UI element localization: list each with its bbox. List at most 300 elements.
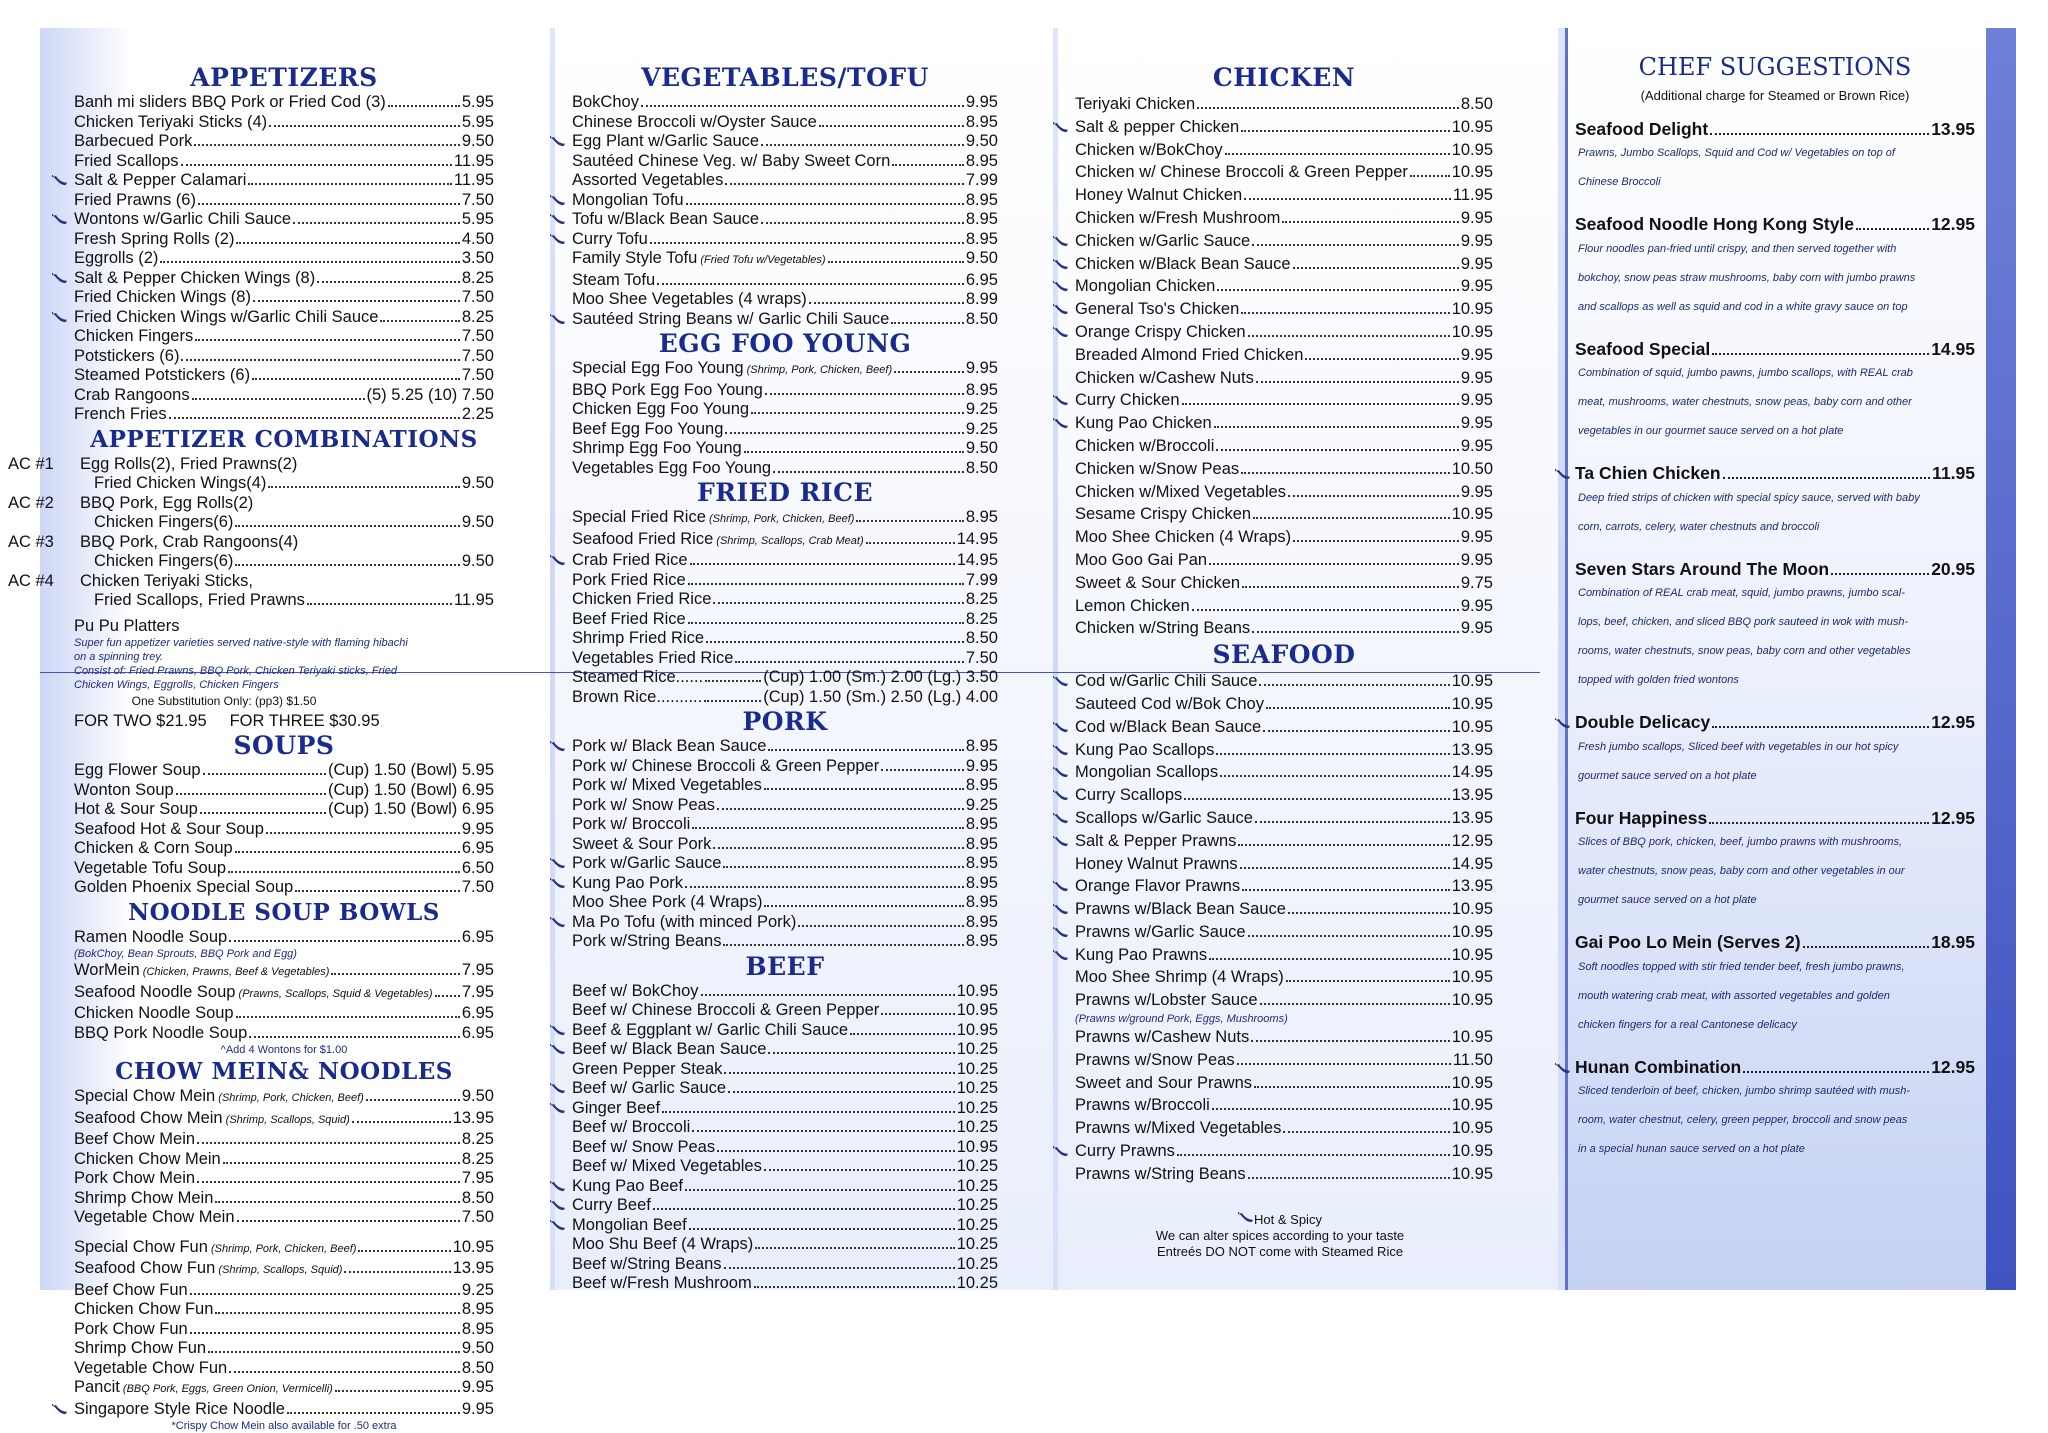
description-line: chicken fingers for a real Cantonese delicacy (1578, 1018, 1797, 1031)
menu-item (1075, 830, 1493, 853)
dot-leader (229, 940, 460, 942)
item-name: Steamed Potstickers (6) (74, 366, 251, 384)
menu-item (1075, 207, 1493, 230)
item-price: 5.95 (461, 210, 494, 228)
menu-item (572, 854, 998, 874)
item-name: Vegetables Fried Rice (572, 648, 734, 667)
menu-item (572, 359, 998, 381)
menu-item (572, 551, 998, 571)
item-price: 5.95 (461, 112, 494, 131)
item-name: Shrimp Chow Mein (74, 1188, 214, 1207)
item-name: Tofu w/Black Bean Sauce (572, 210, 760, 228)
item-name: Chicken w/Snow Peas (1075, 459, 1240, 478)
description-line: vegetables in our gourmet sauce served on a hot plate (1578, 425, 1844, 437)
item-price: 10.95 (1451, 163, 1493, 182)
item-name: Chicken Teriyaki Sticks (4) (74, 112, 268, 131)
combo-code: AC #4 (8, 571, 54, 590)
item-price: 6.95 (461, 1004, 494, 1022)
dot-leader (236, 1016, 460, 1018)
item-price: (Cup) 1.50 (Bowl) 6.95 (328, 780, 494, 799)
dot-leader (366, 1099, 460, 1101)
menu-item (74, 210, 494, 230)
dot-leader (1263, 730, 1450, 732)
item-price: 8.50 (1460, 95, 1493, 113)
menu-item (1075, 739, 1493, 762)
menu-item (74, 230, 494, 250)
dot-leader (866, 542, 955, 544)
dot-leader (200, 812, 326, 814)
menu-item (572, 932, 998, 952)
dot-leader (689, 1228, 955, 1230)
item-name: Special Chow Fun (Shrimp, Pork, Chicken, Beef) (74, 1237, 357, 1256)
menu-item (74, 113, 494, 133)
item-price: 10.25 (956, 1118, 998, 1136)
item-price: 8.95 (965, 893, 998, 911)
dot-leader (688, 583, 964, 585)
menu-item (572, 1177, 998, 1197)
menu-item (1075, 989, 1493, 1012)
dot-leader (197, 1181, 460, 1183)
description-line: topped with golden fried wontons (1578, 674, 1739, 686)
item-price: 9.50 (461, 1087, 494, 1105)
pupu-price: FOR TWO $21.95 FOR THREE $30.95 (74, 711, 380, 730)
dot-leader (197, 1142, 460, 1144)
chef-item-price: 12.95 (1931, 807, 1975, 828)
menu-item (572, 530, 998, 552)
menu-item (572, 571, 998, 591)
menu-item (572, 230, 998, 250)
menu-item (1075, 412, 1493, 435)
item-name: Sautéed String Beans w/ Garlic Chili Sauce (572, 309, 890, 328)
dot-leader (761, 144, 964, 146)
item-name: Shrimp Egg Foo Young (572, 439, 742, 457)
pepper-icon (1053, 1142, 1069, 1154)
menu-item (1075, 875, 1493, 898)
item-price: 10.95 (1451, 1028, 1493, 1047)
dot-leader (307, 603, 452, 605)
dot-leader (236, 242, 459, 244)
menu-item (1075, 93, 1493, 116)
item-price: 11.95 (453, 591, 494, 609)
item-description: (BokChoy, Bean Sprouts, BBQ Pork and Egg) (74, 948, 297, 960)
item-name: Ramen Noodle Soup (74, 927, 228, 946)
item-name: Prawns w/Snow Peas (1075, 1050, 1235, 1069)
menu-item (1075, 367, 1493, 390)
item-name: Assorted Vegetables (572, 171, 724, 189)
item-name: Barbecued Pork (74, 132, 193, 150)
description-line: gourmet sauce served on a hot plate (1578, 894, 1757, 906)
dot-leader (773, 471, 964, 473)
dot-leader (1252, 244, 1459, 246)
dot-leader (1252, 631, 1459, 633)
dot-leader (1197, 107, 1459, 109)
item-name: Mongolian Beef (572, 1215, 687, 1234)
item-price: 7.50 (461, 288, 494, 306)
menu-item (1075, 595, 1493, 618)
legend (1120, 1212, 1440, 1260)
item-name: Moo Shee Pork (4 Wraps) (572, 893, 763, 911)
item-price: 8.95 (965, 229, 998, 248)
menu-item (572, 1216, 998, 1236)
menu-item (572, 1040, 998, 1060)
item-name: Prawns w/String Beans (1075, 1164, 1246, 1183)
pepper-icon (550, 856, 566, 868)
item-price: 10.95 (1451, 968, 1493, 987)
item-name: Mongolian Chicken (1075, 277, 1216, 296)
menu-item (572, 1235, 998, 1255)
item-name: Kung Pao Prawns (1075, 945, 1208, 964)
description-line: mouth watering crab meat, with assorted vegetables and golden (1578, 989, 1890, 1002)
item-price: 9.50 (461, 474, 494, 492)
menu-item (572, 210, 998, 230)
dot-leader (252, 378, 460, 380)
item-price: 10.25 (956, 1235, 998, 1253)
dot-leader (764, 788, 964, 790)
chef-item-name: Seafood Special (1575, 338, 1711, 359)
item-price: 3.50 (461, 249, 494, 267)
dot-leader (1254, 1086, 1450, 1088)
item-name: Beef w/ Broccoli (572, 1118, 691, 1136)
dot-leader (1225, 153, 1450, 155)
item-name: Sweet & Sour Chicken (1075, 573, 1241, 592)
menu-item (74, 878, 494, 898)
dot-leader (1305, 358, 1459, 360)
item-name: Cod w/Black Bean Sauce (1075, 717, 1262, 736)
item-price: 9.95 (1460, 345, 1493, 364)
dot-leader (176, 793, 326, 795)
item-price: 13.95 (452, 1108, 494, 1127)
pepper-icon (550, 739, 566, 751)
item-price: 6.95 (461, 1023, 494, 1042)
dot-leader (317, 281, 460, 283)
item-price: 10.95 (1451, 300, 1493, 319)
pupu-note: Super fun appetizer varieties served native-style with flaming hibachi on a spinning trey. (74, 637, 408, 663)
menu-item (1075, 161, 1493, 184)
item-price: 9.95 (461, 1378, 494, 1396)
item-price: 9.25 (965, 419, 998, 438)
dot-leader (248, 183, 452, 185)
chef-item-description (1575, 359, 1975, 446)
dot-leader (1182, 403, 1459, 405)
item-price: 6.50 (461, 858, 494, 877)
item-name: Beef Egg Foo Young (572, 419, 724, 438)
description-line: meat, mushrooms, water chestnuts, snow peas, baby corn and other (1578, 396, 1912, 408)
menu-item (74, 1238, 494, 1260)
item-name: Breaded Almond Fried Chicken (1075, 345, 1304, 364)
chef-item (1575, 464, 1975, 484)
dot-leader (331, 973, 459, 975)
menu-item (1075, 458, 1493, 481)
menu-item (74, 859, 494, 879)
dot-leader (190, 1332, 460, 1334)
item-price: 8.95 (965, 776, 998, 794)
dot-leader (1293, 540, 1459, 542)
menu-item (74, 1087, 494, 1109)
chef-item-name: Seafood Noodle Hong Kong Style (1575, 214, 1855, 234)
menu-item (572, 271, 998, 291)
menu-item (572, 590, 998, 610)
pupu-title: Pu Pu Platters (74, 616, 180, 635)
dot-leader (1410, 175, 1450, 177)
item-price: 11.95 (453, 171, 494, 189)
pepper-icon (1053, 300, 1069, 312)
combo-line1: Chicken Teriyaki Sticks, (80, 571, 254, 590)
dot-leader (1712, 353, 1929, 355)
item-price: 9.95 (965, 756, 998, 775)
dot-leader (685, 1189, 955, 1191)
menu-item (1075, 503, 1493, 526)
item-name: Prawns w/Black Bean Sauce (1075, 900, 1286, 919)
item-price: 6.95 (461, 927, 494, 946)
item-price: 10.95 (1451, 694, 1493, 713)
pepper-icon (52, 271, 68, 283)
dot-leader (754, 1286, 955, 1288)
item-name: Vegetable Chow Mein (74, 1208, 235, 1226)
item-name: WorMein (Chicken, Prawns, Beef & Vegetables) (74, 961, 330, 979)
chef-item-price: 13.95 (1931, 118, 1975, 139)
item-name: Chicken Fried Rice (572, 590, 712, 608)
chef-item (1575, 809, 1975, 829)
menu-item (1075, 1117, 1493, 1140)
item-name: Beef w/Fresh Mushroom (572, 1274, 752, 1292)
dot-leader (194, 144, 460, 146)
item-name: Crab Rangoons (74, 385, 190, 404)
dot-leader (195, 339, 460, 341)
item-price: 9.95 (1460, 619, 1493, 638)
dot-leader (1241, 130, 1450, 132)
dot-leader (819, 125, 964, 127)
dot-leader (1282, 221, 1458, 223)
dot-leader (662, 1111, 955, 1113)
item-price: (Cup) 1.50 (Bowl) 5.95 (328, 761, 494, 779)
rice-note: Entreés DO NOT come with Steamed Rice (1156, 1244, 1404, 1259)
menu-item (74, 191, 494, 211)
item-price: 10.95 (1451, 117, 1493, 136)
menu-item (1075, 116, 1493, 139)
dot-leader (435, 995, 460, 997)
dot-leader (692, 827, 964, 829)
menu-item (74, 1150, 494, 1170)
menu-item (74, 839, 494, 859)
pepper-icon (550, 193, 566, 205)
beef-heading: BEEF (745, 951, 825, 981)
dot-leader (1248, 1177, 1450, 1179)
dot-leader (1192, 609, 1459, 611)
dot-leader (728, 1091, 955, 1093)
dot-leader (1184, 798, 1449, 800)
egg-foo-young-heading: EGG FOO YOUNG (658, 329, 912, 358)
item-price: (Cup) 1.00 (Sm.) 2.00 (Lg.) 3.50 (763, 668, 998, 686)
menu-item (572, 737, 998, 757)
chef-item-price: 14.95 (1931, 338, 1975, 359)
dot-leader (352, 1121, 451, 1123)
menu-item (74, 347, 494, 367)
menu-item (1075, 275, 1493, 298)
dot-leader (744, 451, 964, 453)
combo-text (80, 572, 494, 611)
menu-item (74, 1109, 494, 1131)
item-price: 9.50 (461, 132, 494, 150)
item-name: Vegetables Egg Foo Young (572, 458, 772, 477)
pepper-icon (1053, 118, 1069, 130)
chicken-heading: CHICKEN (1212, 63, 1356, 92)
item-price: 8.95 (965, 151, 998, 170)
item-name: Moo Shee Vegetables (4 wraps) (572, 290, 807, 308)
item-price: 8.25 (461, 1130, 494, 1148)
dot-leader (295, 890, 460, 892)
dot-leader (266, 832, 460, 834)
pepper-icon (1053, 946, 1069, 958)
menu-item (1075, 784, 1493, 807)
dot-leader (181, 164, 452, 166)
item-name: Curry Beef (572, 1196, 651, 1214)
vegetables-heading: VEGETABLES/TOFU (641, 63, 929, 92)
pepper-icon (52, 212, 68, 224)
item-price: 11.95 (1452, 186, 1493, 205)
chef-item-price: 20.95 (1931, 558, 1975, 579)
dot-leader (1237, 1063, 1451, 1065)
dot-leader (706, 641, 964, 643)
pepper-icon (550, 1081, 566, 1093)
item-name: Seafood Chow Mein (Shrimp, Scallops, Squid) (74, 1108, 350, 1127)
combo-text (80, 533, 494, 572)
dot-leader (725, 432, 963, 434)
dot-leader (208, 1351, 460, 1353)
item-price: 9.95 (1460, 528, 1493, 547)
item-price: 7.95 (461, 982, 494, 1001)
dot-leader (768, 749, 963, 751)
pepper-icon (1053, 414, 1069, 426)
combo-line2-text: Chicken Fingers(6) (94, 513, 234, 531)
menu-item (572, 1021, 998, 1041)
hot-label: Hot & Spicy (1254, 1212, 1322, 1227)
item-price: 10.25 (956, 1254, 998, 1273)
chef-item (1575, 215, 1975, 235)
dot-leader (705, 680, 761, 682)
spice-note: We can alter spices according to your taste (1155, 1228, 1405, 1243)
menu-item (74, 781, 494, 801)
menu-item (1075, 716, 1493, 739)
menu-item (74, 132, 494, 152)
dot-leader (1288, 912, 1450, 914)
item-name: Salt & pepper Chicken (1075, 117, 1240, 136)
dot-leader (1220, 775, 1450, 777)
item-price: 9.25 (965, 400, 998, 418)
item-price: 14.95 (956, 551, 998, 569)
pupu-substitution: One Substitution Only: (pp3) $1.50 (131, 694, 317, 708)
chef-item-name: Seven Stars Around The Moon (1575, 558, 1830, 579)
dot-leader (704, 700, 761, 702)
item-price: (Cup) 1.50 (Bowl) 6.95 (328, 800, 494, 818)
item-name: Pork w/ Chinese Broccoli & Green Pepper (572, 756, 880, 775)
spacer (74, 1228, 494, 1238)
item-price: 10.95 (1451, 505, 1493, 524)
menu-item (74, 93, 494, 113)
menu-item (74, 327, 494, 347)
chef-column (1575, 52, 1975, 1164)
item-price: 8.95 (965, 508, 998, 526)
menu-item (572, 874, 998, 894)
dot-leader (686, 203, 964, 205)
item-name: Fresh Spring Rolls (2) (74, 229, 235, 248)
chef-item-name: Double Delicacy (1575, 712, 1711, 732)
item-name: Chicken w/String Beans (1075, 619, 1251, 638)
dot-leader (723, 866, 963, 868)
item-name: Beef & Eggplant w/ Garlic Chili Sauce (572, 1020, 849, 1039)
item-name: Steam Tofu (572, 270, 656, 289)
item-price: 13.95 (1451, 877, 1493, 896)
item-price: 10.95 (1451, 140, 1493, 159)
pepper-icon (52, 173, 68, 185)
item-name: Chicken w/ Chinese Broccoli & Green Pepper (1075, 163, 1408, 182)
dot-leader (724, 1072, 954, 1074)
combo-line1: BBQ Pork, Crab Rangoons(4) (80, 532, 299, 551)
dot-leader (235, 851, 460, 853)
item-name: General Tso's Chicken (1075, 300, 1240, 319)
menu-item (1075, 435, 1493, 458)
menu-item (74, 983, 494, 1005)
pepper-icon (52, 310, 68, 322)
chef-item-price: 12.95 (1931, 712, 1975, 732)
item-price: 7.50 (461, 878, 494, 896)
menu-item (572, 688, 998, 708)
item-note: (Fried Tofu w/Vegetables) (697, 254, 826, 266)
item-name: Honey Walnut Prawns (1075, 854, 1238, 873)
chef-subtitle: (Additional charge for Steamed or Brown Rice) (1640, 88, 1910, 103)
item-note: (Shrimp, Scallops, Crab Meat) (713, 534, 864, 547)
pepper-icon (550, 1179, 566, 1191)
item-price: 9.50 (461, 513, 494, 531)
item-name: Pork w/ Broccoli (572, 815, 691, 833)
combo-text (80, 494, 494, 533)
item-price: 9.95 (1460, 231, 1493, 250)
item-price: 9.95 (1460, 254, 1493, 273)
item-name: Wonton Soup (74, 780, 174, 799)
menu-item (572, 1079, 998, 1099)
item-name: Family Style Tofu (Fried Tofu w/Vegetables) (572, 249, 826, 267)
item-price: 9.95 (965, 359, 998, 377)
item-name: Sauteed Cod w/Bok Choy (1075, 694, 1264, 713)
pepper-icon (1238, 1212, 1254, 1227)
item-price: 8.50 (965, 629, 998, 647)
chef-item-price: 18.95 (1931, 932, 1975, 952)
pepper-icon (1053, 809, 1069, 821)
seafood-heading: SEAFOOD (1212, 640, 1356, 670)
dot-leader (856, 520, 963, 522)
item-price: 8.50 (461, 1188, 494, 1207)
item-price: 7.99 (965, 570, 998, 589)
item-price: 10.95 (1451, 717, 1493, 736)
chef-item-name: Seafood Delight (1575, 118, 1709, 139)
item-name: Sautéed Chinese Veg. w/ Baby Sweet Corn (572, 151, 891, 170)
menu-item (572, 152, 998, 172)
dot-leader (1712, 726, 1929, 728)
menu-item (74, 761, 494, 781)
item-price: 10.95 (1451, 1164, 1493, 1183)
item-name: Chicken w/BokChoy (1075, 140, 1223, 159)
menu-item (572, 381, 998, 401)
item-description: (Prawns w/ground Pork, Eggs, Mushrooms) (1075, 1013, 1288, 1026)
item-price: 6.95 (965, 270, 998, 289)
item-name: Seafood Hot & Sour Soup (74, 819, 264, 838)
item-name: Chicken w/Cashew Nuts (1075, 368, 1254, 387)
item-price: 13.95 (1451, 786, 1493, 805)
dot-leader (809, 302, 964, 304)
item-name: Pork w/ Snow Peas (572, 795, 716, 814)
item-price: 10.95 (1451, 945, 1493, 964)
item-price: 8.95 (965, 834, 998, 853)
menu-item (572, 290, 998, 310)
